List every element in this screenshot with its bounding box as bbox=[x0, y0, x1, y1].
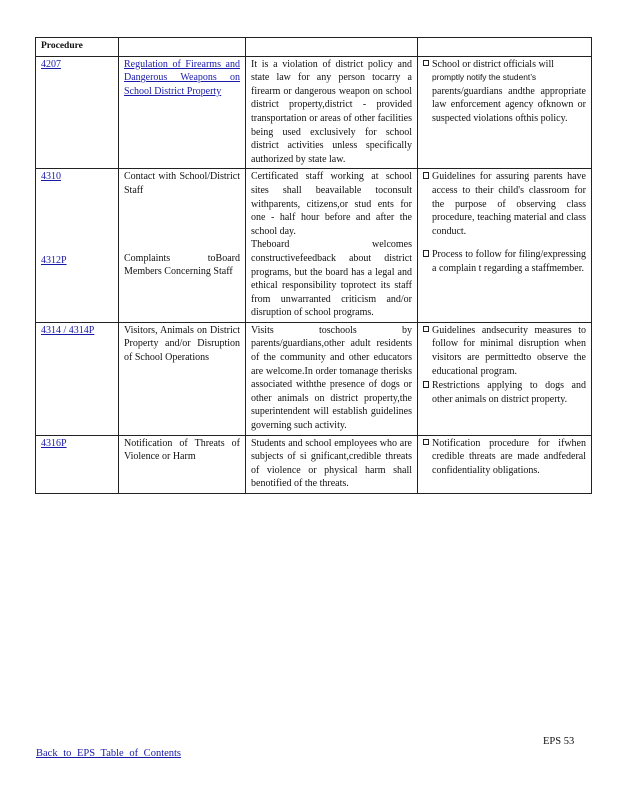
header-procedure: Procedure bbox=[36, 38, 119, 57]
procedure-code-link[interactable]: 4312P bbox=[41, 254, 67, 266]
summary-bullet: School or district officials will promptly notify the student’s parents/guardians andthe appropriate law enforcement agency ofknown or suspected violations ofthis policy. bbox=[423, 58, 586, 126]
checkbox-bullet-icon bbox=[423, 381, 429, 388]
checkbox-bullet-icon bbox=[423, 60, 429, 67]
title-cell bbox=[119, 56, 246, 169]
title-cell: Visitors, Animals on District Property and/or Disruption of School Operations bbox=[119, 322, 246, 435]
code-cell bbox=[36, 56, 119, 169]
summary-bullet: Process to follow for filing/expressing a complain t regarding a staffmember. bbox=[423, 248, 586, 275]
summary-cell bbox=[418, 56, 592, 169]
title-cell: Notification of Threats of Violence or Harm bbox=[119, 435, 246, 493]
procedure-description: Theboard welcomes constructivefeedback about district programs, but the board has a legal and ethical responsibility toprotect its staff from unwarranted criticism and/or disruption of school programs. bbox=[251, 239, 412, 319]
table-row bbox=[36, 169, 592, 323]
checkbox-bullet-icon bbox=[423, 250, 429, 257]
description-cell: Students and school employees who are subjects of si gnificant,credible threats of violence or physical harm shall benotified of the threats. bbox=[246, 435, 418, 493]
description-cell: It is a violation of district policy and state law for any person tocarry a firearm or dangerous weapon on school district property,district - provided transportation or areas of other facilities being used exclusively for school district activities unless specifically authorized by state law. bbox=[246, 56, 418, 169]
procedure-description: Certificated staff working at school sites shall beavailable toconsult withparents, citizens,or stud ents for one - half hour before and after the school day. bbox=[251, 171, 412, 237]
page-number: EPS 53 bbox=[543, 736, 575, 747]
code-cell bbox=[36, 169, 119, 323]
procedures-table bbox=[35, 37, 592, 494]
procedure-code-link[interactable]: 4310 bbox=[41, 171, 61, 183]
table-row bbox=[36, 322, 592, 435]
checkbox-bullet-icon bbox=[423, 439, 429, 446]
summary-bullet: Guidelines andsecurity measures to follow for minimal disruption when visitors are permittedto observe the educational program. bbox=[423, 324, 586, 378]
procedure-code-link[interactable]: 4207 bbox=[41, 58, 61, 70]
table-row bbox=[36, 435, 592, 493]
header-title bbox=[119, 38, 246, 57]
summary-cell bbox=[418, 435, 592, 493]
description-cell bbox=[246, 169, 418, 323]
header-summary bbox=[418, 38, 592, 57]
procedure-title-link[interactable]: Regulation of Firearms and Dangerous Weapons on School District Property bbox=[124, 58, 240, 97]
procedure-title: Contact with School/District Staff bbox=[124, 171, 240, 196]
table-row bbox=[36, 56, 592, 169]
table-header-row bbox=[36, 38, 592, 57]
summary-cell bbox=[418, 169, 592, 323]
summary-cell bbox=[418, 322, 592, 435]
checkbox-bullet-icon bbox=[423, 172, 429, 179]
summary-bullet: Guidelines for assuring parents have access to their child's classroom for the purpose of observing class procedure, teaching material and class conduct. bbox=[423, 170, 586, 238]
checkbox-bullet-icon bbox=[423, 326, 429, 333]
back-to-toc-link[interactable]: Back to EPS Table of Contents bbox=[36, 748, 182, 759]
code-cell bbox=[36, 435, 119, 493]
procedure-title: Complaints toBoard Members Concerning Staff bbox=[124, 252, 240, 278]
header-description bbox=[246, 38, 418, 57]
description-cell: Visits toschools by parents/guardians,other adult residents of the community and other educators are welcome.In order tomanage therisks associated withthe presence of dogs or other animals on district property,the superintendent will establish guidelines governing such activity. bbox=[246, 322, 418, 435]
title-cell bbox=[119, 169, 246, 323]
code-cell bbox=[36, 322, 119, 435]
summary-bullet: Restrictions applying to dogs and other animals on district property. bbox=[423, 379, 586, 406]
summary-bullet: Notification procedure for ifwhen credible threats are made andfederal confidentiality obligations. bbox=[423, 437, 586, 478]
procedure-code-link[interactable]: 4314 / 4314P bbox=[41, 324, 95, 336]
procedure-code-link[interactable]: 4316P bbox=[41, 437, 67, 449]
